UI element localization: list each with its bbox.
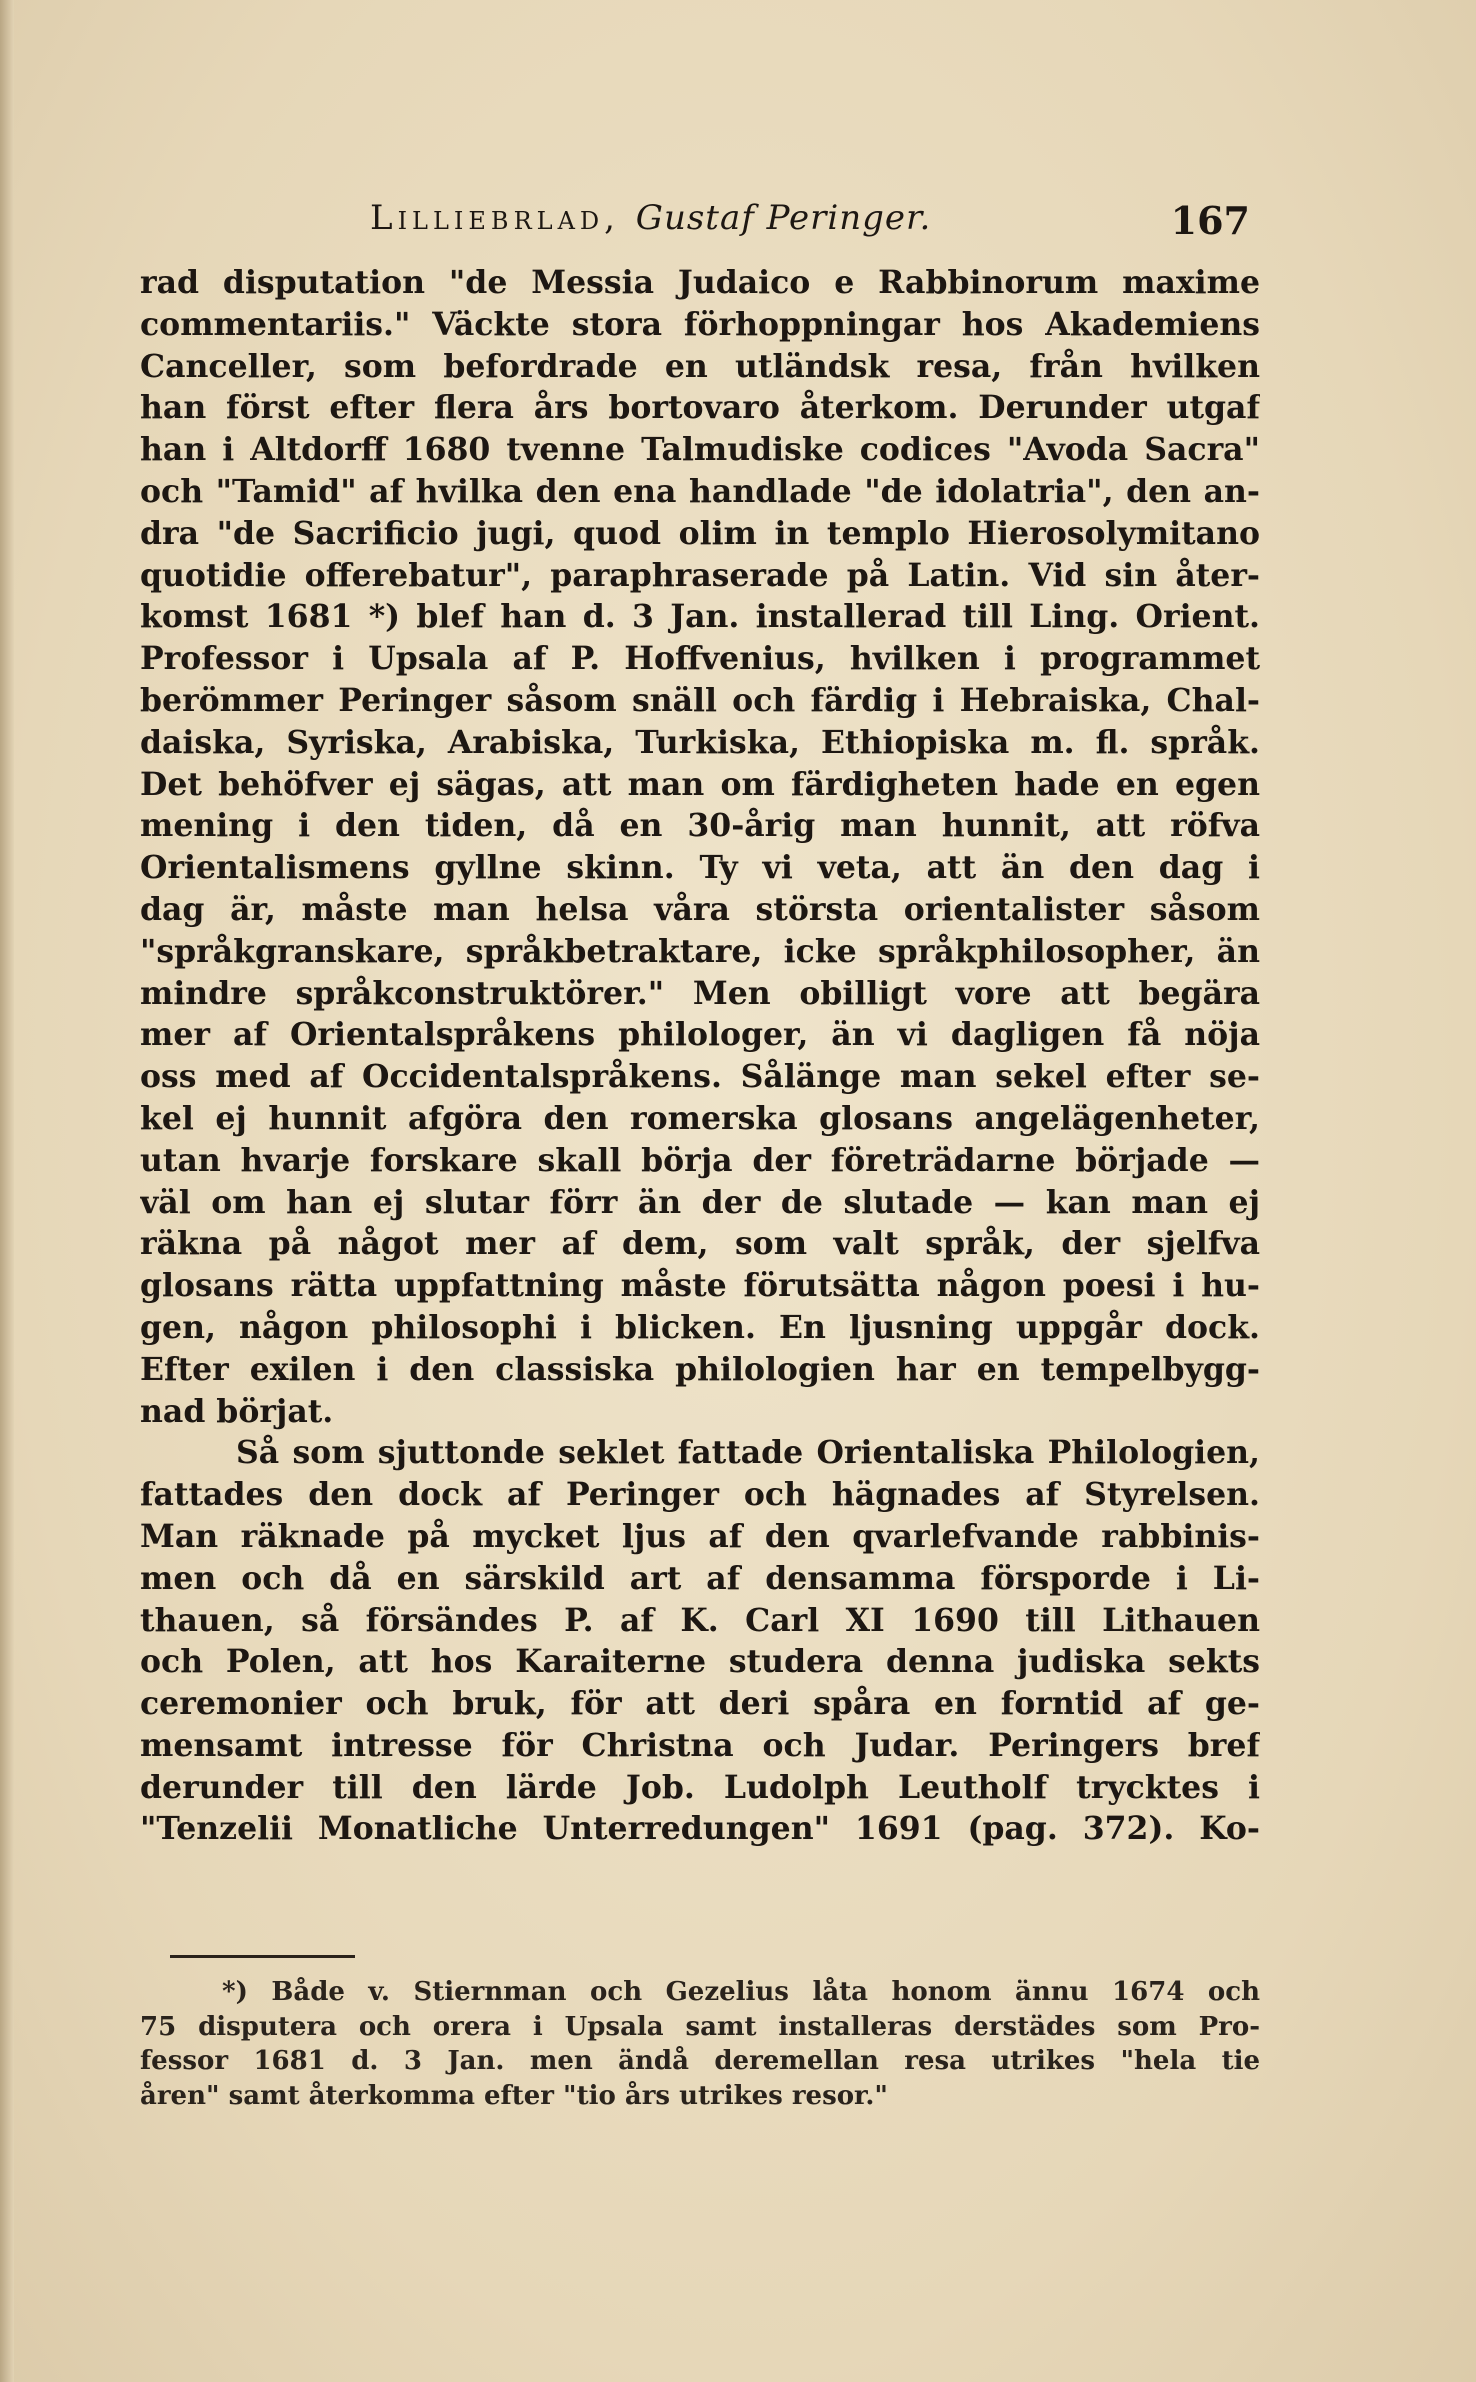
text-line: gen, någon philosophi i blicken. En ljusning uppgår dock.: [140, 1308, 1260, 1346]
text-line: Efter exilen i den classiska philologien har en tempelbygg-: [140, 1350, 1260, 1388]
footnote-divider: [170, 1955, 355, 1958]
running-head-name: Gustaf Peringer.: [635, 198, 932, 238]
text-line: han först efter flera års bortovaro återkom. Derunder utgaf: [140, 389, 1260, 427]
text-line: "språkgranskare, språkbetraktare, icke språkphilosopher, än: [140, 932, 1260, 970]
running-head-author: Lilliebrlad,: [370, 198, 620, 238]
text-line: "Tenzelii Monatliche Unterredungen" 1691 (pag. 372). Ko-: [140, 1810, 1260, 1848]
text-line: fattades den dock af Peringer och hägnades af Styrelsen.: [140, 1476, 1260, 1514]
text-line: räkna på något mer af dem, som valt språk, der sjelfva: [140, 1225, 1260, 1263]
text-line: men och då en särskild art af densamma försporde i Li-: [140, 1559, 1260, 1597]
text-line: dra "de Sacrificio jugi, quod olim in templo Hierosolymitano: [140, 514, 1260, 552]
footnote-line: fessor 1681 d. 3 Jan. men ändå deremellan resa utrikes "hela tie: [140, 2046, 1260, 2076]
text-line: mensamt intresse för Christna och Judar. Peringers bref: [140, 1726, 1260, 1764]
text-line: Det behöfver ej sägas, att man om färdigheten hade en egen: [140, 765, 1260, 803]
text-line: quotidie offerebatur", paraphraserade på Latin. Vid sin åter-: [140, 556, 1260, 594]
text-line: han i Altdorff 1680 tvenne Talmudiske codices "Avoda Sacra": [140, 431, 1260, 469]
text-line: thauen, så försändes P. af K. Carl XI 1690 till Lithauen: [140, 1601, 1260, 1639]
text-line: Professor i Upsala af P. Hoffvenius, hvilken i programmet: [140, 640, 1260, 678]
footnote-line: åren" samt återkomma efter "tio års utrikes resor.": [140, 2080, 888, 2111]
running-head: [370, 190, 1250, 250]
text-line: oss med af Occidentalspråkens. Sålänge man sekel efter se-: [140, 1058, 1260, 1096]
running-head-title: [370, 198, 931, 238]
page-number: 167: [1170, 198, 1250, 243]
text-line: commentariis." Väckte stora förhoppningar hos Akademiens: [140, 305, 1260, 343]
text-line: mening i den tiden, då en 30-årig man hunnit, att röfva: [140, 807, 1260, 845]
text-line: komst 1681 *) blef han d. 3 Jan. installerad till Ling. Orient.: [140, 598, 1260, 636]
text-line: och "Tamid" af hvilka den ena handlade "de idolatria", den an-: [140, 472, 1260, 510]
text-line: ceremonier och bruk, för att deri spåra en forntid af ge-: [140, 1685, 1260, 1723]
text-line: rad disputation "de Messia Judaico e Rabbinorum maxime: [140, 264, 1260, 301]
text-line: derunder till den lärde Job. Ludolph Leutholf trycktes i: [140, 1768, 1260, 1806]
text-line: Så som sjuttonde seklet fattade Orientaliska Philologien,: [236, 1434, 1260, 1472]
footnote: [140, 1975, 1260, 2113]
text-line: daiska, Syriska, Arabiska, Turkiska, Ethiopiska m. fl. språk.: [140, 723, 1260, 761]
text-line: och Polen, att hos Karaiterne studera denna judiska sekts: [140, 1643, 1260, 1681]
text-line: dag är, måste man helsa våra största orientalister såsom: [140, 890, 1260, 928]
text-line: glosans rätta uppfattning måste förutsätta någon poesi i hu-: [140, 1267, 1260, 1305]
text-line: Orientalismens gyllne skinn. Ty vi veta, att än den dag i: [140, 849, 1260, 887]
text-line: Canceller, som befordrade en utländsk resa, från hvilken: [140, 347, 1260, 385]
text-line: mer af Orientalspråkens philologer, än vi dagligen få nöja: [140, 1016, 1260, 1054]
text-line: mindre språkconstruktörer." Men obilligt vore att begära: [140, 974, 1260, 1012]
footnote-line: 75 disputera och orera i Upsala samt installeras derstädes som Pro-: [140, 2011, 1260, 2042]
text-line: kel ej hunnit afgöra den romerska glosans angelägenheter,: [140, 1099, 1260, 1137]
text-line: väl om han ej slutar förr än der de slutade — kan man ej: [140, 1183, 1260, 1221]
footnote-line: *) Både v. Stiernman och Gezelius låta honom ännu 1674 och: [222, 1977, 1260, 2007]
text-line: nad börjat.: [140, 1392, 334, 1430]
main-text: [140, 262, 1260, 1850]
text-line: Man räknade på mycket ljus af den qvarlefvande rabbinis-: [140, 1517, 1260, 1555]
text-line: utan hvarje forskare skall börja der företrädarne började —: [140, 1141, 1260, 1179]
page-gutter: [0, 0, 14, 2382]
text-line: berömmer Peringer såsom snäll och färdig i Hebraiska, Chal-: [140, 681, 1260, 719]
